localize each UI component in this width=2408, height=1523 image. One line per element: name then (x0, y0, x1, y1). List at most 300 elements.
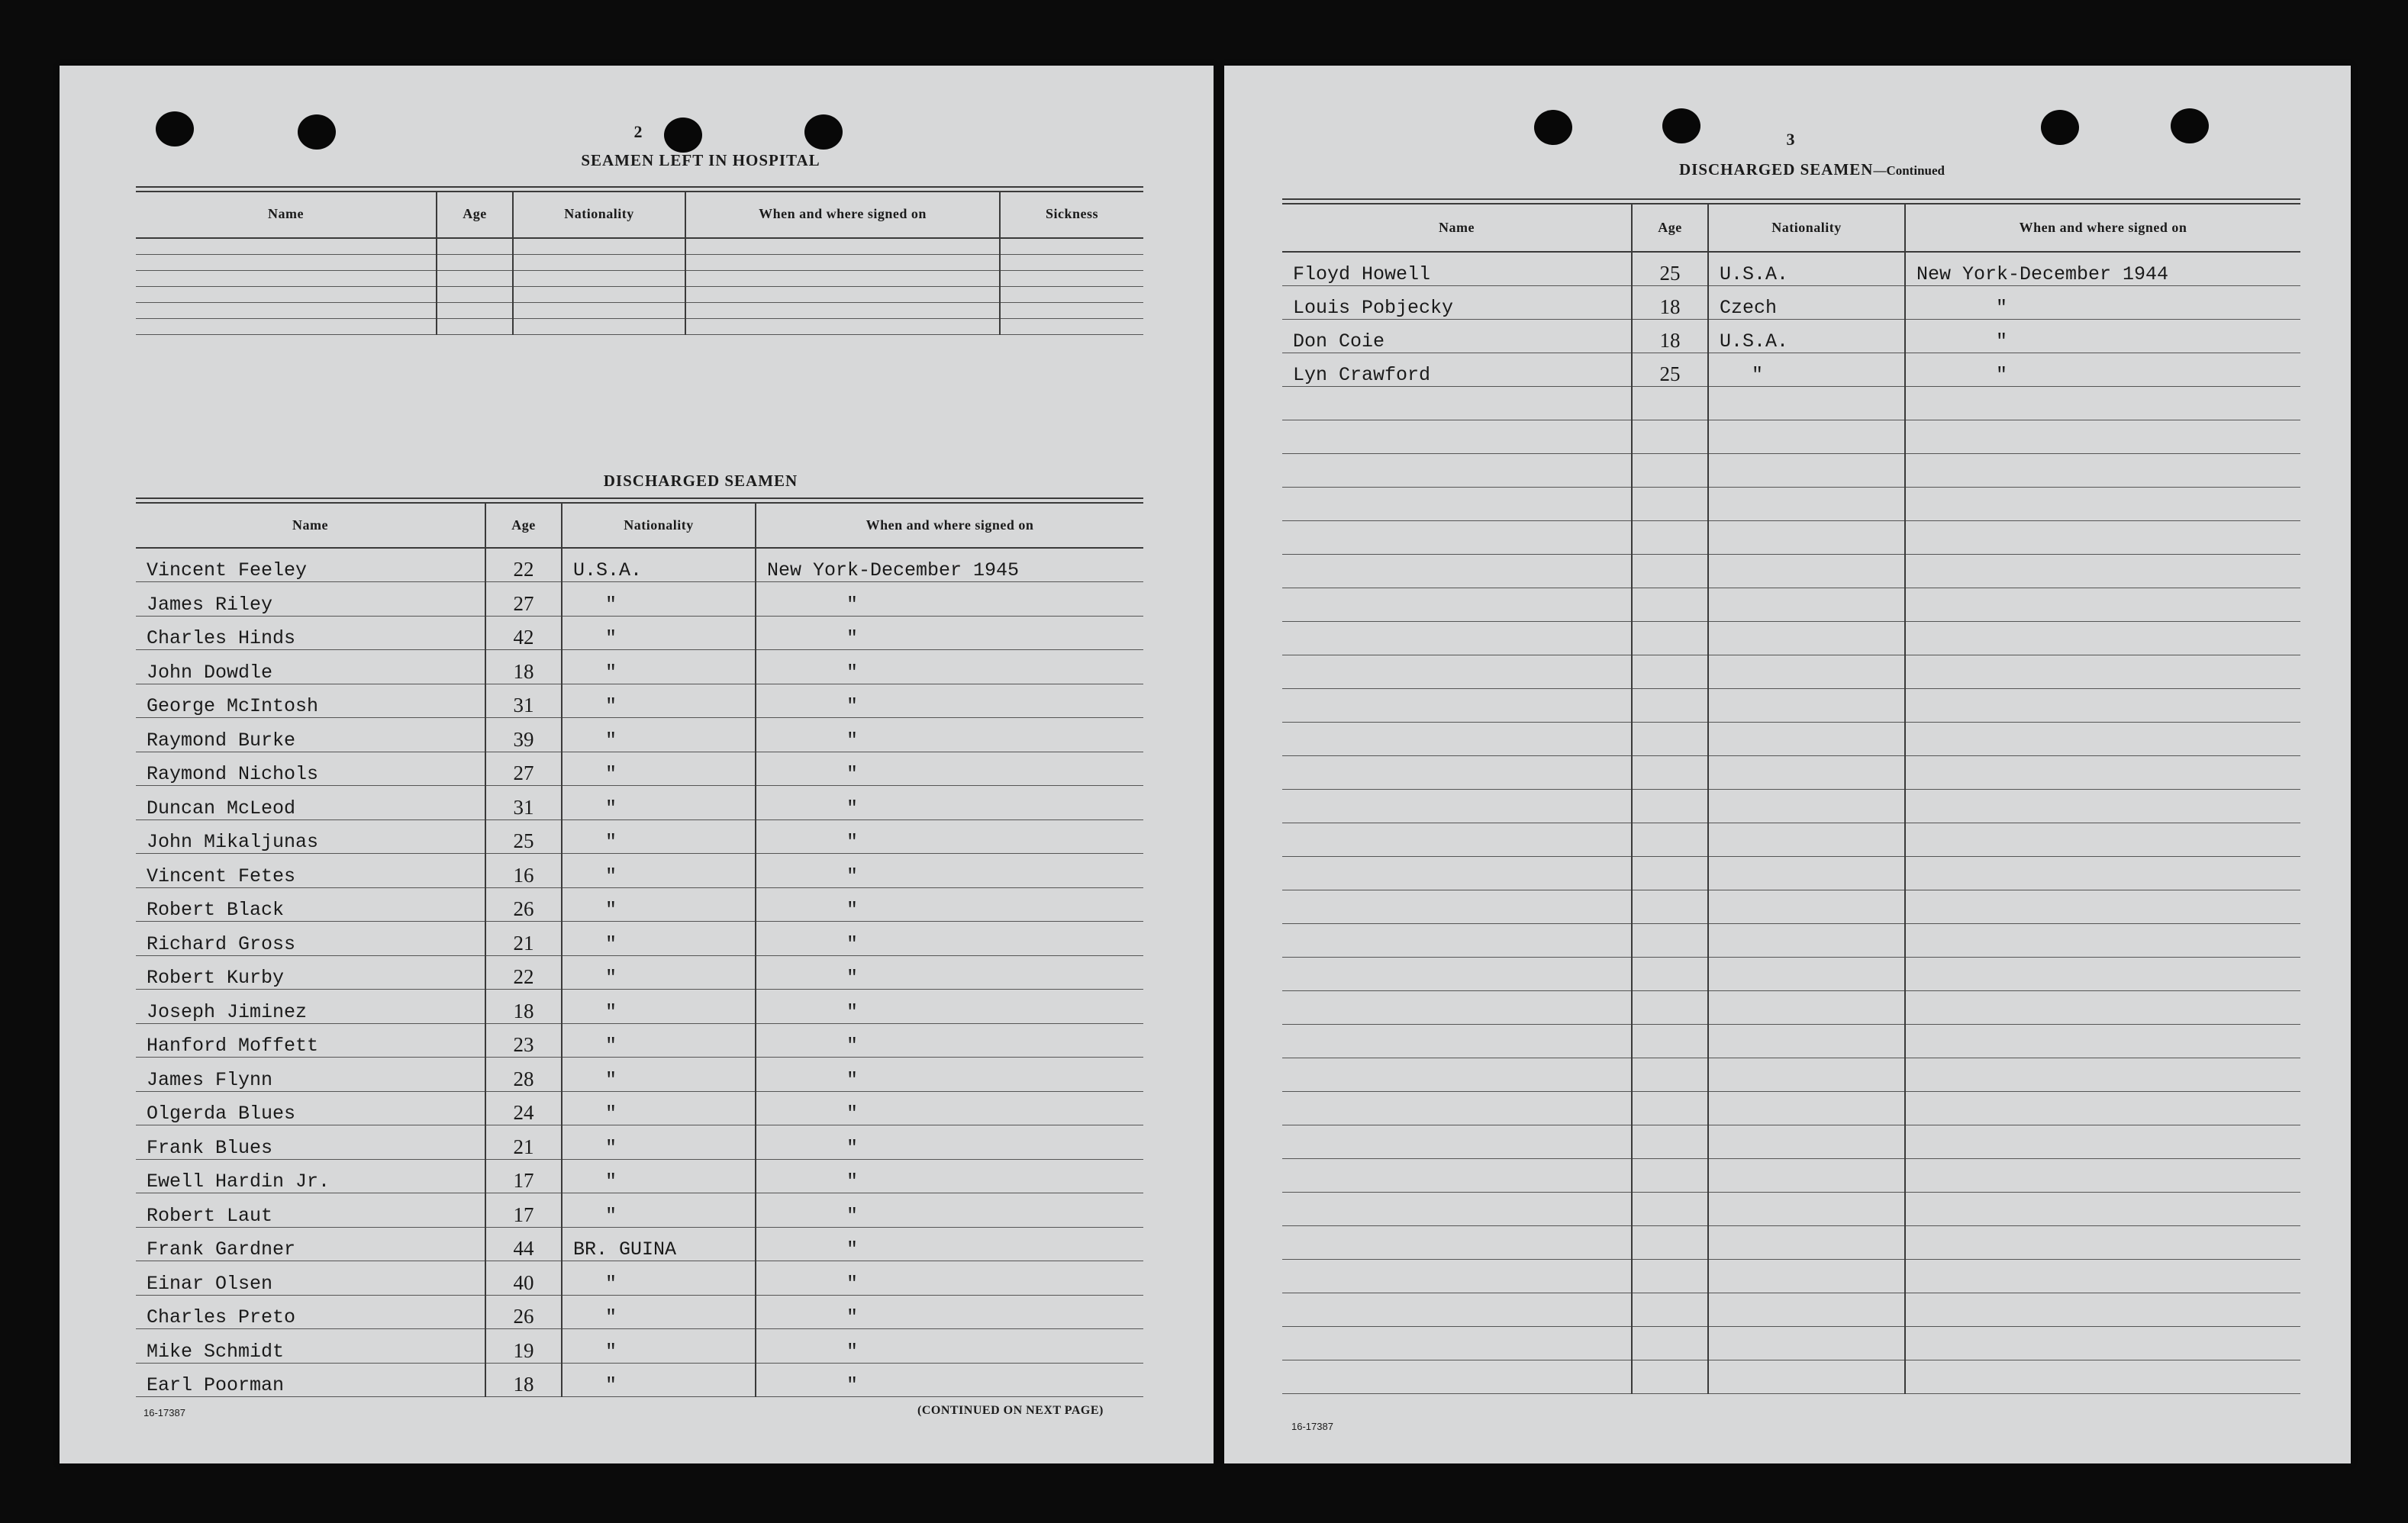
cell-age: 25 (485, 819, 562, 854)
blank-cell (1282, 755, 1632, 789)
blank-row (1282, 1024, 2300, 1058)
cell-name: Raymond Burke (136, 718, 485, 752)
cell-nationality (513, 270, 685, 286)
blank-cell (1708, 990, 1905, 1024)
blank-cell (1905, 1225, 2300, 1259)
blank-cell (1708, 688, 1905, 722)
blank-row (1282, 722, 2300, 755)
cell-signed-on: " (756, 616, 1143, 650)
table-row (136, 786, 1143, 820)
blank-cell (1632, 923, 1708, 957)
column-header-signed-on: When and where signed on (756, 504, 1143, 548)
cell-name: John Mikaljunas (136, 819, 485, 854)
cell-nationality: U.S.A. (1708, 319, 1905, 353)
cell-age: 25 (1632, 353, 1708, 386)
table-row (136, 1227, 1143, 1261)
cell-signed-on: " (756, 1295, 1143, 1329)
cell-signed-on: " (756, 1363, 1143, 1397)
cell-nationality: " (562, 1363, 756, 1397)
punch-hole (1534, 110, 1572, 145)
blank-cell (1905, 688, 2300, 722)
cell-age: 24 (485, 1091, 562, 1125)
cell-age: 17 (485, 1159, 562, 1193)
cell-name: Robert Laut (136, 1193, 485, 1228)
blank-row (1282, 923, 2300, 957)
blank-cell (1905, 655, 2300, 688)
cell-nationality: " (562, 1159, 756, 1193)
cell-nationality (513, 254, 685, 270)
cell-signed-on: " (756, 1261, 1143, 1296)
hospital-section-title: SEAMEN LEFT IN HOSPITAL (581, 151, 820, 169)
table-row (136, 854, 1143, 888)
blank-cell (1905, 453, 2300, 487)
cell-signed-on: " (756, 1159, 1143, 1193)
discharged-continued-title (1606, 160, 2018, 179)
blank-cell (1632, 688, 1708, 722)
cell-age: 25 (1632, 252, 1708, 285)
table-row (136, 254, 1143, 270)
blank-row (1282, 588, 2300, 621)
cell-name: Olgerda Blues (136, 1091, 485, 1125)
cell-age: 40 (485, 1261, 562, 1296)
blank-cell (1632, 487, 1708, 520)
column-header-name: Name (1282, 204, 1632, 252)
cell-nationality: " (562, 752, 756, 786)
blank-cell (1632, 890, 1708, 923)
blank-cell (1632, 1225, 1708, 1259)
cell-age: 31 (485, 786, 562, 820)
blank-cell (1282, 1058, 1632, 1091)
blank-row (1282, 1091, 2300, 1125)
blank-cell (1282, 688, 1632, 722)
blank-row (1282, 755, 2300, 789)
cell-signed-on: " (756, 819, 1143, 854)
cell-nationality (513, 286, 685, 302)
cell-age (437, 238, 513, 254)
cell-age: 16 (485, 854, 562, 888)
blank-row (1282, 520, 2300, 554)
blank-cell (1905, 1326, 2300, 1360)
cell-age: 18 (1632, 285, 1708, 319)
cell-nationality: " (562, 887, 756, 922)
section-title-text: DISCHARGED SEAMEN (1679, 160, 1874, 179)
blank-cell (1905, 1293, 2300, 1326)
blank-cell (1708, 722, 1905, 755)
page-number: 3 (1786, 130, 1795, 149)
blank-cell (1905, 1091, 2300, 1125)
blank-cell (1708, 890, 1905, 923)
table-row (136, 1023, 1143, 1058)
cell-name: Earl Poorman (136, 1363, 485, 1397)
blank-cell (1282, 1326, 1632, 1360)
blank-row (1282, 990, 2300, 1024)
cell-nationality: " (562, 1125, 756, 1160)
blank-cell (1708, 1058, 1905, 1091)
table-row (136, 1058, 1143, 1092)
cell-signed-on: " (756, 990, 1143, 1024)
cell-signed-on: " (756, 718, 1143, 752)
cell-nationality: Czech (1708, 285, 1905, 319)
cell-age: 18 (485, 990, 562, 1024)
cell-signed-on: " (756, 1193, 1143, 1228)
blank-cell (1632, 453, 1708, 487)
blank-cell (1708, 1024, 1905, 1058)
cell-signed-on: " (756, 1125, 1143, 1160)
cell-nationality: U.S.A. (1708, 252, 1905, 285)
cell-name (136, 318, 437, 334)
cell-age (437, 318, 513, 334)
blank-cell (1905, 789, 2300, 823)
blank-row (1282, 1225, 2300, 1259)
blank-cell (1632, 1024, 1708, 1058)
cell-signed-on: " (756, 854, 1143, 888)
blank-row (1282, 1293, 2300, 1326)
cell-signed-on: " (756, 684, 1143, 718)
punch-hole (664, 118, 702, 153)
blank-cell (1282, 621, 1632, 655)
blank-cell (1282, 1024, 1632, 1058)
blank-row (1282, 856, 2300, 890)
blank-row (1282, 1259, 2300, 1293)
blank-cell (1905, 420, 2300, 453)
blank-cell (1632, 755, 1708, 789)
blank-cell (1282, 1091, 1632, 1125)
cell-name: Frank Blues (136, 1125, 485, 1160)
blank-row (1282, 420, 2300, 453)
punch-hole (2171, 108, 2209, 143)
blank-cell (1708, 789, 1905, 823)
blank-cell (1282, 890, 1632, 923)
cell-signed-on (685, 270, 1000, 286)
cell-signed-on: " (756, 1091, 1143, 1125)
blank-cell (1708, 1225, 1905, 1259)
cell-name: Frank Gardner (136, 1227, 485, 1261)
cell-age: 27 (485, 582, 562, 617)
cell-signed-on: " (756, 582, 1143, 617)
blank-cell (1282, 823, 1632, 856)
table-row (136, 1193, 1143, 1228)
punch-hole (2041, 110, 2079, 145)
blank-cell (1905, 957, 2300, 990)
blank-cell (1905, 1360, 2300, 1393)
section-title-suffix: —Continued (1873, 163, 1945, 178)
blank-cell (1282, 453, 1632, 487)
table-row (136, 286, 1143, 302)
right-page (1224, 66, 2351, 1463)
cell-signed-on: " (756, 887, 1143, 922)
table-row (136, 819, 1143, 854)
blank-cell (1632, 722, 1708, 755)
column-header-nationality: Nationality (562, 504, 756, 548)
cell-name: Floyd Howell (1282, 252, 1632, 285)
discharged-table (136, 504, 1143, 1397)
blank-cell (1905, 1259, 2300, 1293)
table-row (136, 684, 1143, 718)
cell-age: 44 (485, 1227, 562, 1261)
blank-cell (1282, 957, 1632, 990)
blank-cell (1905, 554, 2300, 588)
table-row (136, 238, 1143, 254)
page-number: 2 (633, 122, 643, 141)
table-row (136, 650, 1143, 684)
cell-signed-on: " (756, 786, 1143, 820)
table-row (136, 955, 1143, 990)
left-page (60, 66, 1214, 1463)
blank-cell (1632, 1192, 1708, 1225)
blank-cell (1905, 823, 2300, 856)
blank-cell (1632, 554, 1708, 588)
form-code: 16-17387 (1291, 1421, 1333, 1432)
cell-signed-on: " (756, 1227, 1143, 1261)
blank-cell (1282, 1360, 1632, 1393)
column-header-name: Name (136, 504, 485, 548)
table-row (1282, 285, 2300, 319)
table-row (136, 582, 1143, 617)
table-row (136, 1261, 1143, 1296)
cell-age: 31 (485, 684, 562, 718)
cell-signed-on (685, 238, 1000, 254)
cell-name: Ewell Hardin Jr. (136, 1159, 485, 1193)
cell-name: Joseph Jiminez (136, 990, 485, 1024)
cell-name (136, 270, 437, 286)
cell-signed-on (685, 318, 1000, 334)
blank-cell (1905, 1024, 2300, 1058)
blank-cell (1632, 856, 1708, 890)
blank-cell (1708, 621, 1905, 655)
blank-row (1282, 1326, 2300, 1360)
blank-cell (1905, 755, 2300, 789)
cell-nationality: " (562, 990, 756, 1024)
cell-name: James Flynn (136, 1058, 485, 1092)
cell-nationality (513, 318, 685, 334)
cell-name: Richard Gross (136, 922, 485, 956)
punch-hole (1662, 108, 1700, 143)
cell-age: 23 (485, 1023, 562, 1058)
blank-cell (1708, 1259, 1905, 1293)
table-row (136, 1125, 1143, 1160)
cell-age (437, 270, 513, 286)
blank-cell (1905, 588, 2300, 621)
cell-nationality: " (562, 616, 756, 650)
cell-nationality: " (562, 1295, 756, 1329)
blank-row (1282, 688, 2300, 722)
blank-cell (1632, 420, 1708, 453)
cell-nationality: " (562, 1091, 756, 1125)
cell-name: Charles Hinds (136, 616, 485, 650)
cell-age: 22 (485, 548, 562, 582)
blank-cell (1632, 957, 1708, 990)
blank-cell (1905, 520, 2300, 554)
cell-name: Mike Schmidt (136, 1329, 485, 1364)
hospital-table (136, 191, 1143, 335)
cell-name: John Dowdle (136, 650, 485, 684)
blank-cell (1282, 789, 1632, 823)
blank-cell (1282, 1259, 1632, 1293)
blank-row (1282, 823, 2300, 856)
blank-cell (1905, 890, 2300, 923)
cell-age: 22 (485, 955, 562, 990)
cell-name: Raymond Nichols (136, 752, 485, 786)
blank-cell (1708, 1326, 1905, 1360)
blank-cell (1905, 1058, 2300, 1091)
blank-cell (1905, 1125, 2300, 1158)
cell-name: Robert Black (136, 887, 485, 922)
column-header-age: Age (437, 191, 513, 238)
cell-name: Charles Preto (136, 1295, 485, 1329)
cell-signed-on: " (1905, 285, 2300, 319)
table-row (136, 1329, 1143, 1364)
blank-cell (1905, 990, 2300, 1024)
column-header-signed-on: When and where signed on (685, 191, 1000, 238)
cell-name: James Riley (136, 582, 485, 617)
table-row (136, 1159, 1143, 1193)
cell-age: 26 (485, 1295, 562, 1329)
cell-age (437, 286, 513, 302)
cell-name: Lyn Crawford (1282, 353, 1632, 386)
cell-nationality: " (562, 650, 756, 684)
blank-cell (1708, 554, 1905, 588)
blank-cell (1905, 386, 2300, 420)
cell-signed-on: " (1905, 319, 2300, 353)
column-header-sickness: Sickness (1000, 191, 1143, 238)
cell-name: Duncan McLeod (136, 786, 485, 820)
cell-nationality: " (562, 854, 756, 888)
blank-cell (1905, 487, 2300, 520)
blank-cell (1708, 1125, 1905, 1158)
blank-cell (1632, 1091, 1708, 1125)
blank-cell (1905, 621, 2300, 655)
blank-cell (1282, 1158, 1632, 1192)
blank-row (1282, 1360, 2300, 1393)
column-header-age: Age (485, 504, 562, 548)
cell-name: Louis Pobjecky (1282, 285, 1632, 319)
blank-cell (1708, 1091, 1905, 1125)
table-row (136, 1091, 1143, 1125)
cell-age: 42 (485, 616, 562, 650)
blank-cell (1282, 588, 1632, 621)
blank-row (1282, 957, 2300, 990)
blank-cell (1282, 554, 1632, 588)
cell-name (136, 238, 437, 254)
blank-cell (1282, 386, 1632, 420)
cell-nationality: " (562, 1329, 756, 1364)
cell-name: Einar Olsen (136, 1261, 485, 1296)
blank-cell (1632, 1293, 1708, 1326)
punch-hole (298, 114, 336, 150)
blank-row (1282, 487, 2300, 520)
blank-cell (1708, 655, 1905, 688)
blank-row (1282, 621, 2300, 655)
blank-cell (1632, 1158, 1708, 1192)
blank-cell (1708, 487, 1905, 520)
cell-age: 19 (485, 1329, 562, 1364)
cell-signed-on: " (756, 650, 1143, 684)
blank-cell (1708, 386, 1905, 420)
blank-cell (1708, 957, 1905, 990)
discharged-continued-table (1282, 204, 2300, 1394)
blank-cell (1708, 520, 1905, 554)
blank-row (1282, 1058, 2300, 1091)
cell-nationality: " (562, 786, 756, 820)
blank-row (1282, 1192, 2300, 1225)
cell-nationality: " (562, 1023, 756, 1058)
blank-row (1282, 789, 2300, 823)
cell-age: 21 (485, 922, 562, 956)
cell-name: George McIntosh (136, 684, 485, 718)
cell-sickness (1000, 270, 1143, 286)
blank-cell (1905, 722, 2300, 755)
cell-signed-on: " (756, 922, 1143, 956)
column-header-nationality: Nationality (1708, 204, 1905, 252)
blank-cell (1282, 856, 1632, 890)
cell-name: Vincent Feeley (136, 548, 485, 582)
blank-cell (1632, 1326, 1708, 1360)
blank-cell (1708, 1360, 1905, 1393)
divider (136, 497, 1143, 504)
cell-nationality: " (562, 1193, 756, 1228)
blank-cell (1708, 588, 1905, 621)
cell-signed-on (685, 254, 1000, 270)
cell-age: 18 (485, 650, 562, 684)
blank-cell (1282, 655, 1632, 688)
blank-cell (1282, 420, 1632, 453)
cell-signed-on: New York-December 1945 (756, 548, 1143, 582)
table-row (136, 1363, 1143, 1397)
blank-cell (1905, 856, 2300, 890)
blank-cell (1632, 823, 1708, 856)
cell-signed-on: " (756, 955, 1143, 990)
column-header-nationality: Nationality (513, 191, 685, 238)
cell-signed-on: " (756, 1329, 1143, 1364)
cell-nationality: U.S.A. (562, 548, 756, 582)
cell-age: 26 (485, 887, 562, 922)
cell-nationality: BR. GUINA (562, 1227, 756, 1261)
cell-nationality: " (562, 582, 756, 617)
table-row (136, 616, 1143, 650)
table-row (136, 718, 1143, 752)
cell-nationality: " (562, 1058, 756, 1092)
cell-sickness (1000, 302, 1143, 318)
blank-row (1282, 453, 2300, 487)
cell-nationality (513, 238, 685, 254)
blank-cell (1905, 923, 2300, 957)
blank-cell (1708, 823, 1905, 856)
blank-cell (1282, 923, 1632, 957)
cell-name (136, 286, 437, 302)
cell-age: 39 (485, 718, 562, 752)
blank-cell (1708, 453, 1905, 487)
blank-cell (1632, 1360, 1708, 1393)
cell-sickness (1000, 238, 1143, 254)
cell-sickness (1000, 254, 1143, 270)
table-row (136, 887, 1143, 922)
cell-name (136, 254, 437, 270)
cell-age: 27 (485, 752, 562, 786)
blank-row (1282, 554, 2300, 588)
cell-age: 18 (485, 1363, 562, 1397)
discharged-section-title: DISCHARGED SEAMEN (603, 472, 798, 490)
cell-signed-on: " (756, 752, 1143, 786)
blank-cell (1282, 990, 1632, 1024)
cell-age (437, 254, 513, 270)
blank-row (1282, 890, 2300, 923)
cell-age: 28 (485, 1058, 562, 1092)
cell-name: Don Coie (1282, 319, 1632, 353)
blank-row (1282, 1158, 2300, 1192)
cell-signed-on: New York-December 1944 (1905, 252, 2300, 285)
table-row (136, 990, 1143, 1024)
blank-cell (1282, 487, 1632, 520)
